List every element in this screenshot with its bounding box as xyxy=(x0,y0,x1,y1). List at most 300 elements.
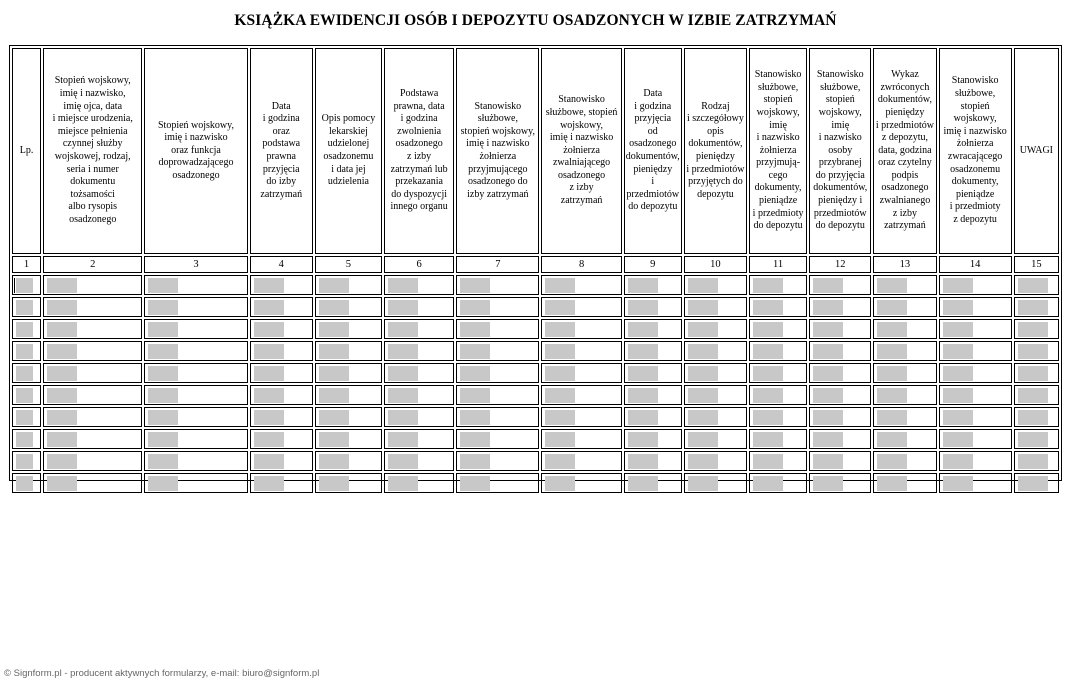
table-cell xyxy=(939,473,1012,493)
table-cell xyxy=(43,297,142,317)
table-row xyxy=(12,319,1059,339)
entry-field[interactable] xyxy=(813,322,843,337)
entry-field[interactable] xyxy=(460,454,490,469)
table-cell xyxy=(456,341,539,361)
entry-field[interactable] xyxy=(148,344,178,359)
entry-field[interactable] xyxy=(753,432,783,447)
entry-field[interactable] xyxy=(688,322,718,337)
column-header-14: Stanowisko służbowe, stopień wojskowy, imię i nazwisko żołnierza zwracającego osadzonemu dokumenty, pieniądze i przedmioty z depozytu xyxy=(939,48,1012,254)
table-cell xyxy=(809,473,871,493)
entry-field[interactable] xyxy=(148,278,178,293)
table-cell xyxy=(939,275,1012,295)
entry-field[interactable] xyxy=(877,300,907,315)
entry-field[interactable] xyxy=(319,388,349,403)
entry-field[interactable] xyxy=(753,322,783,337)
table-cell xyxy=(684,473,747,493)
table-cell xyxy=(541,319,621,339)
table-cell xyxy=(873,297,936,317)
entry-field[interactable] xyxy=(148,366,178,381)
table-cell xyxy=(384,473,454,493)
entry-field[interactable] xyxy=(628,388,658,403)
entry-field[interactable] xyxy=(47,476,77,491)
entry-field[interactable] xyxy=(254,454,284,469)
entry-field[interactable] xyxy=(460,388,490,403)
table-cell xyxy=(315,363,382,383)
entry-field[interactable] xyxy=(460,476,490,491)
entry-field[interactable] xyxy=(460,344,490,359)
entry-field[interactable] xyxy=(943,278,973,293)
table-cell xyxy=(749,319,807,339)
entry-field[interactable] xyxy=(460,432,490,447)
entry-field[interactable] xyxy=(688,300,718,315)
entry-field[interactable] xyxy=(319,432,349,447)
table-cell xyxy=(43,407,142,427)
table-cell xyxy=(1014,275,1059,295)
table-cell xyxy=(873,275,936,295)
column-header-8: Stanowisko służbowe, stopień wojskowy, imię i nazwisko żołnierza zwalniającego osadzonego z izby zatrzymań xyxy=(541,48,621,254)
table-cell xyxy=(456,319,539,339)
column-number-7: 7 xyxy=(456,256,539,273)
table-cell xyxy=(749,341,807,361)
entry-field[interactable] xyxy=(16,410,33,425)
table-cell xyxy=(43,341,142,361)
table-cell xyxy=(315,451,382,471)
entry-field[interactable] xyxy=(254,322,284,337)
table-cell xyxy=(873,451,936,471)
column-number-15: 15 xyxy=(1014,256,1059,273)
table-cell xyxy=(873,363,936,383)
entry-field[interactable] xyxy=(877,432,907,447)
entry-field[interactable] xyxy=(388,344,418,359)
entry-field[interactable] xyxy=(877,278,907,293)
table-cell xyxy=(144,319,247,339)
table-cell xyxy=(12,275,41,295)
entry-field[interactable] xyxy=(148,322,178,337)
table-cell xyxy=(541,385,621,405)
table-cell xyxy=(315,297,382,317)
column-header-5: Opis pomocy lekarskiej udzielonej osadzonemu i data jej udzielenia xyxy=(315,48,382,254)
table-cell xyxy=(939,297,1012,317)
column-number-9: 9 xyxy=(624,256,682,273)
table-cell xyxy=(624,341,682,361)
column-number-5: 5 xyxy=(315,256,382,273)
entry-field[interactable] xyxy=(753,388,783,403)
table-cell xyxy=(250,429,313,449)
table-cell xyxy=(144,451,247,471)
table-cell xyxy=(749,275,807,295)
table-cell xyxy=(456,297,539,317)
table-cell xyxy=(809,385,871,405)
table-cell xyxy=(624,451,682,471)
entry-field[interactable] xyxy=(16,344,33,359)
column-number-3: 3 xyxy=(144,256,247,273)
entry-field[interactable] xyxy=(943,300,973,315)
entry-field[interactable] xyxy=(943,410,973,425)
entry-field[interactable] xyxy=(943,454,973,469)
entry-field[interactable] xyxy=(943,344,973,359)
entry-field[interactable] xyxy=(319,344,349,359)
table-cell xyxy=(43,385,142,405)
table-cell xyxy=(250,363,313,383)
table-cell xyxy=(541,407,621,427)
table-cell xyxy=(809,451,871,471)
entry-field[interactable] xyxy=(319,322,349,337)
entry-field[interactable] xyxy=(628,476,658,491)
table-cell xyxy=(250,407,313,427)
entry-field[interactable] xyxy=(148,410,178,425)
entry-field[interactable] xyxy=(254,300,284,315)
entry-field[interactable] xyxy=(545,388,575,403)
table-row xyxy=(12,407,1059,427)
table-cell xyxy=(144,297,247,317)
entry-field[interactable] xyxy=(16,278,33,293)
entry-field[interactable] xyxy=(753,454,783,469)
table-cell xyxy=(684,363,747,383)
table-cell xyxy=(456,363,539,383)
entry-field[interactable] xyxy=(148,476,178,491)
table-cell xyxy=(873,319,936,339)
table-cell xyxy=(315,319,382,339)
entry-field[interactable] xyxy=(753,476,783,491)
entry-field[interactable] xyxy=(388,300,418,315)
table-cell xyxy=(684,385,747,405)
entry-field[interactable] xyxy=(545,278,575,293)
entry-field[interactable] xyxy=(688,388,718,403)
entry-field[interactable] xyxy=(460,322,490,337)
column-header-1: Lp. xyxy=(12,48,41,254)
table-cell xyxy=(541,363,621,383)
entry-field[interactable] xyxy=(813,410,843,425)
table-cell xyxy=(384,407,454,427)
table-cell xyxy=(456,473,539,493)
entry-field[interactable] xyxy=(47,300,77,315)
column-header-9: Data i godzina przyjęcia od osadzonego dokumentów, pieniędzy i przedmiotów do depozytu xyxy=(624,48,682,254)
table-cell xyxy=(749,407,807,427)
table-row xyxy=(12,275,1059,295)
table-cell xyxy=(1014,473,1059,493)
entry-field[interactable] xyxy=(628,322,658,337)
table-cell xyxy=(624,429,682,449)
entry-field[interactable] xyxy=(47,388,77,403)
entry-field[interactable] xyxy=(254,476,284,491)
entry-field[interactable] xyxy=(16,454,33,469)
entry-field[interactable] xyxy=(16,388,33,403)
table-cell xyxy=(144,385,247,405)
entry-field[interactable] xyxy=(877,476,907,491)
table-cell xyxy=(144,407,247,427)
table-cell xyxy=(809,429,871,449)
entry-field[interactable] xyxy=(1018,388,1048,403)
table-cell xyxy=(624,275,682,295)
table-cell xyxy=(541,275,621,295)
table-cell xyxy=(384,363,454,383)
entry-field[interactable] xyxy=(254,344,284,359)
entry-field[interactable] xyxy=(319,410,349,425)
column-header-6: Podstawa prawna, data i godzina zwolnienia osadzonego z izby zatrzymań lub przekazania do dyspozycji innego organu xyxy=(384,48,454,254)
table-cell xyxy=(384,297,454,317)
entry-field[interactable] xyxy=(943,432,973,447)
entry-field[interactable] xyxy=(460,410,490,425)
table-cell xyxy=(315,275,382,295)
table-cell xyxy=(43,275,142,295)
entry-field[interactable] xyxy=(1018,322,1048,337)
register-grid xyxy=(10,46,1061,495)
entry-field[interactable] xyxy=(943,388,973,403)
table-cell xyxy=(809,297,871,317)
entry-field[interactable] xyxy=(1018,432,1048,447)
entry-field[interactable] xyxy=(1018,344,1048,359)
column-header-15: UWAGI xyxy=(1014,48,1059,254)
table-cell xyxy=(456,275,539,295)
table-cell xyxy=(939,407,1012,427)
table-cell xyxy=(456,385,539,405)
table-cell xyxy=(12,451,41,471)
entry-field[interactable] xyxy=(813,476,843,491)
entry-field[interactable] xyxy=(813,454,843,469)
table-cell xyxy=(624,319,682,339)
entry-field[interactable] xyxy=(943,366,973,381)
table-cell xyxy=(1014,385,1059,405)
table-cell xyxy=(250,319,313,339)
entry-field[interactable] xyxy=(254,432,284,447)
entry-field[interactable] xyxy=(16,476,33,491)
table-cell xyxy=(12,407,41,427)
entry-field[interactable] xyxy=(753,366,783,381)
table-cell xyxy=(809,407,871,427)
column-header-2: Stopień wojskowy, imię i nazwisko, imię ojca, data i miejsce urodzenia, miejsce pełnienia czynnej służby wojskowej, rodzaj, seria i numer dokumentu tożsamości albo rysopis osadzonego xyxy=(43,48,142,254)
table-cell xyxy=(939,429,1012,449)
table-cell xyxy=(624,407,682,427)
entry-field[interactable] xyxy=(16,322,33,337)
table-cell xyxy=(1014,297,1059,317)
entry-field[interactable] xyxy=(1018,454,1048,469)
entry-field[interactable] xyxy=(148,454,178,469)
table-cell xyxy=(809,363,871,383)
entry-field[interactable] xyxy=(388,322,418,337)
entry-field[interactable] xyxy=(753,300,783,315)
table-cell xyxy=(1014,407,1059,427)
column-header-4: Data i godzina oraz podstawa prawna przyjęcia do izby zatrzymań xyxy=(250,48,313,254)
entry-field[interactable] xyxy=(47,366,77,381)
table-row xyxy=(12,429,1059,449)
entry-field[interactable] xyxy=(628,410,658,425)
footer-credit: © Signform.pl - producent aktywnych formularzy, e-mail: biuro@signform.pl xyxy=(4,668,320,679)
table-cell xyxy=(144,363,247,383)
entry-field[interactable] xyxy=(688,410,718,425)
table-cell xyxy=(541,429,621,449)
table-cell xyxy=(749,363,807,383)
table-cell xyxy=(624,385,682,405)
entry-field[interactable] xyxy=(47,410,77,425)
table-cell xyxy=(144,341,247,361)
entry-field[interactable] xyxy=(47,322,77,337)
entry-field[interactable] xyxy=(943,322,973,337)
entry-field[interactable] xyxy=(388,454,418,469)
entry-field[interactable] xyxy=(753,344,783,359)
entry-field[interactable] xyxy=(813,300,843,315)
entry-field[interactable] xyxy=(47,344,77,359)
table-cell xyxy=(384,341,454,361)
table-cell xyxy=(43,451,142,471)
entry-field[interactable] xyxy=(688,366,718,381)
table-cell xyxy=(1014,451,1059,471)
entry-field[interactable] xyxy=(628,432,658,447)
entry-field[interactable] xyxy=(877,322,907,337)
entry-field[interactable] xyxy=(254,388,284,403)
table-cell xyxy=(43,319,142,339)
entry-field[interactable] xyxy=(813,432,843,447)
entry-field[interactable] xyxy=(813,388,843,403)
table-row xyxy=(12,363,1059,383)
entry-field[interactable] xyxy=(319,454,349,469)
entry-field[interactable] xyxy=(388,278,418,293)
entry-field[interactable] xyxy=(545,366,575,381)
entry-field[interactable] xyxy=(460,300,490,315)
entry-field[interactable] xyxy=(148,300,178,315)
table-cell xyxy=(250,275,313,295)
entry-field[interactable] xyxy=(545,410,575,425)
entry-field[interactable] xyxy=(688,454,718,469)
table-cell xyxy=(250,341,313,361)
entry-field[interactable] xyxy=(628,278,658,293)
entry-field[interactable] xyxy=(319,476,349,491)
table-cell xyxy=(456,407,539,427)
entry-field[interactable] xyxy=(753,410,783,425)
table-cell xyxy=(1014,429,1059,449)
table-cell xyxy=(384,385,454,405)
entry-field[interactable] xyxy=(1018,410,1048,425)
entry-field[interactable] xyxy=(16,366,33,381)
column-header-7: Stanowisko służbowe, stopień wojskowy, imię i nazwisko żołnierza przyjmującego osadzonego do izby zatrzymań xyxy=(456,48,539,254)
table-cell xyxy=(749,473,807,493)
entry-field[interactable] xyxy=(688,278,718,293)
entry-field[interactable] xyxy=(47,432,77,447)
entry-field[interactable] xyxy=(388,432,418,447)
column-number-10: 10 xyxy=(684,256,747,273)
entry-field[interactable] xyxy=(460,278,490,293)
entry-field[interactable] xyxy=(813,366,843,381)
entry-field[interactable] xyxy=(47,278,77,293)
table-row xyxy=(12,341,1059,361)
column-number-row xyxy=(12,256,1059,273)
entry-field[interactable] xyxy=(254,366,284,381)
entry-field[interactable] xyxy=(148,388,178,403)
table-cell xyxy=(384,319,454,339)
table-cell xyxy=(384,429,454,449)
column-header-3: Stopień wojskowy, imię i nazwisko oraz funkcja doprowadzającego osadzonego xyxy=(144,48,247,254)
entry-field[interactable] xyxy=(545,432,575,447)
entry-field[interactable] xyxy=(388,388,418,403)
entry-field[interactable] xyxy=(813,344,843,359)
entry-field[interactable] xyxy=(254,278,284,293)
register-table xyxy=(9,45,1062,481)
entry-field[interactable] xyxy=(388,410,418,425)
entry-field[interactable] xyxy=(877,454,907,469)
entry-field[interactable] xyxy=(1018,476,1048,491)
table-cell xyxy=(315,407,382,427)
table-cell xyxy=(684,407,747,427)
entry-field[interactable] xyxy=(545,300,575,315)
entry-field[interactable] xyxy=(16,300,33,315)
table-cell xyxy=(873,407,936,427)
table-cell xyxy=(684,429,747,449)
entry-field[interactable] xyxy=(319,366,349,381)
entry-field[interactable] xyxy=(877,344,907,359)
entry-field[interactable] xyxy=(877,366,907,381)
entry-field[interactable] xyxy=(1018,366,1048,381)
table-cell xyxy=(939,363,1012,383)
entry-field[interactable] xyxy=(688,344,718,359)
table-cell xyxy=(873,385,936,405)
entry-field[interactable] xyxy=(388,476,418,491)
entry-field[interactable] xyxy=(813,278,843,293)
table-cell xyxy=(684,297,747,317)
entry-field[interactable] xyxy=(628,454,658,469)
table-cell xyxy=(939,385,1012,405)
entry-field[interactable] xyxy=(545,454,575,469)
entry-field[interactable] xyxy=(148,432,178,447)
entry-field[interactable] xyxy=(877,388,907,403)
page-title: KSIĄŻKA EWIDENCJI OSÓB I DEPOZYTU OSADZONYCH W IZBIE ZATRZYMAŃ xyxy=(234,12,837,29)
entry-field[interactable] xyxy=(943,476,973,491)
column-number-11: 11 xyxy=(749,256,807,273)
entry-field[interactable] xyxy=(1018,278,1048,293)
table-cell xyxy=(315,473,382,493)
table-cell xyxy=(541,341,621,361)
entry-field[interactable] xyxy=(545,344,575,359)
entry-field[interactable] xyxy=(688,476,718,491)
table-cell xyxy=(12,385,41,405)
table-cell xyxy=(873,473,936,493)
entry-field[interactable] xyxy=(628,344,658,359)
table-cell xyxy=(456,429,539,449)
column-number-2: 2 xyxy=(43,256,142,273)
column-number-1: 1 xyxy=(12,256,41,273)
entry-field[interactable] xyxy=(877,410,907,425)
entry-field[interactable] xyxy=(319,300,349,315)
entry-field[interactable] xyxy=(1018,300,1048,315)
column-number-14: 14 xyxy=(939,256,1012,273)
entry-field[interactable] xyxy=(319,278,349,293)
column-number-6: 6 xyxy=(384,256,454,273)
column-header-10: Rodzaj i szczegółowy opis dokumentów, pieniędzy i przedmiotów przyjętych do depozytu xyxy=(684,48,747,254)
entry-field[interactable] xyxy=(545,476,575,491)
entry-field[interactable] xyxy=(545,322,575,337)
entry-field[interactable] xyxy=(460,366,490,381)
entry-field[interactable] xyxy=(254,410,284,425)
entry-field[interactable] xyxy=(628,300,658,315)
table-cell xyxy=(684,341,747,361)
table-row xyxy=(12,451,1059,471)
entry-field[interactable] xyxy=(16,432,33,447)
table-row xyxy=(12,385,1059,405)
table-cell xyxy=(749,385,807,405)
table-row xyxy=(12,297,1059,317)
entry-field[interactable] xyxy=(628,366,658,381)
column-header-11: Stanowisko służbowe, stopień wojskowy, imię i nazwisko żołnierza przyjmują- cego dokumenty, pieniądze i przedmioty do depozytu xyxy=(749,48,807,254)
entry-field[interactable] xyxy=(753,278,783,293)
entry-field[interactable] xyxy=(388,366,418,381)
table-cell xyxy=(939,341,1012,361)
entry-field[interactable] xyxy=(47,454,77,469)
table-cell xyxy=(749,297,807,317)
table-cell xyxy=(12,429,41,449)
header-row xyxy=(12,48,1059,254)
entry-field[interactable] xyxy=(688,432,718,447)
table-cell xyxy=(624,473,682,493)
table-cell xyxy=(144,429,247,449)
table-cell xyxy=(749,451,807,471)
